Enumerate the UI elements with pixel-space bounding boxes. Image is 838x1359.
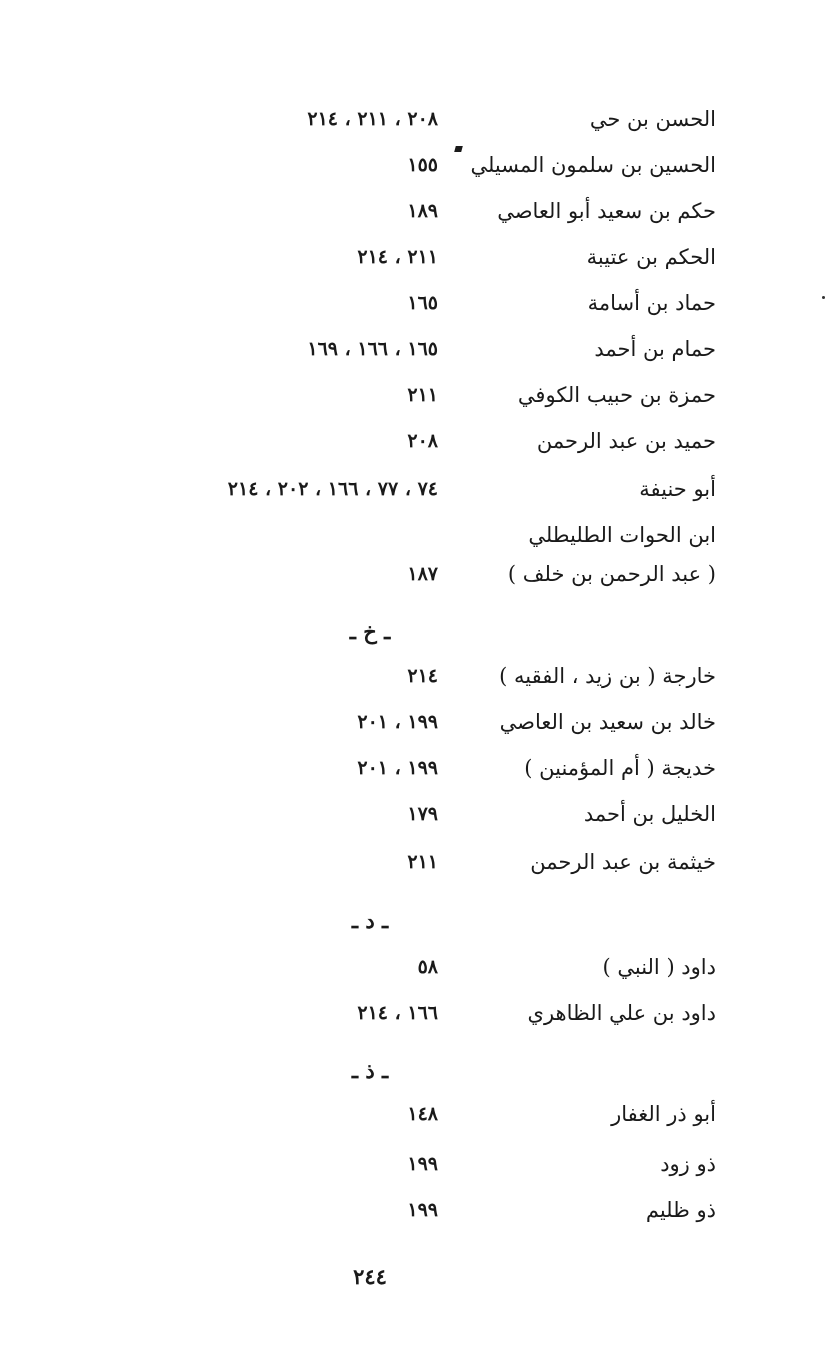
entry-name: ابن الحوات الطليطلي bbox=[528, 523, 716, 547]
entry-pages: ٥٨ bbox=[417, 956, 438, 978]
entry-pages: ٢١١ bbox=[407, 384, 438, 406]
entry-pages: ٢١١ ، ٢١٤ bbox=[357, 246, 438, 268]
entry-pages: ٢٠٨ bbox=[407, 430, 438, 452]
index-entry bbox=[0, 472, 838, 512]
entry-pages: ١٦٥ bbox=[407, 292, 438, 314]
index-entry bbox=[0, 659, 838, 699]
index-entry bbox=[0, 797, 838, 837]
entry-name: خارجة ( بن زيد ، الفقيه ) bbox=[499, 664, 716, 688]
entry-name: حكم بن سعيد أبو العاصي bbox=[497, 199, 716, 223]
index-entry bbox=[0, 286, 838, 326]
index-entry bbox=[0, 557, 838, 597]
entry-pages: ٢٠٨ ، ٢١١ ، ٢١٤ bbox=[307, 108, 438, 130]
entry-name: الحسين بن سلمون المسيلي bbox=[470, 153, 716, 177]
index-entry bbox=[0, 1193, 838, 1233]
index-entry bbox=[0, 332, 838, 372]
index-entry bbox=[0, 240, 838, 280]
entry-pages: ٢١٤ bbox=[407, 665, 438, 687]
index-entry bbox=[0, 1097, 838, 1137]
entry-name: خالد بن سعيد بن العاصي bbox=[499, 710, 716, 734]
entry-pages: ١٩٩ bbox=[407, 1153, 438, 1175]
section-heading-dal: ـ د ـ bbox=[351, 908, 389, 933]
entry-pages: ١٦٦ ، ٢١٤ bbox=[357, 1002, 438, 1024]
entry-pages: ١٥٥ bbox=[407, 154, 438, 176]
entry-pages: ١٤٨ bbox=[407, 1103, 438, 1125]
index-entry bbox=[0, 1147, 838, 1187]
entry-pages: ١٩٩ ، ٢٠١ bbox=[357, 757, 438, 779]
entry-name: ذو زود bbox=[660, 1152, 716, 1176]
entry-name: ذو ظليم bbox=[645, 1198, 716, 1222]
section-heading-dhal: ـ ذ ـ bbox=[351, 1058, 389, 1083]
index-entry bbox=[0, 845, 838, 885]
entry-name: حماد بن أسامة bbox=[587, 291, 716, 315]
entry-pages: ١٨٧ bbox=[407, 563, 438, 585]
index-entry bbox=[0, 102, 838, 142]
entry-name: خيثمة بن عبد الرحمن bbox=[530, 850, 716, 874]
entry-pages: ٧٤ ، ٧٧ ، ١٦٦ ، ٢٠٢ ، ٢١٤ bbox=[227, 478, 438, 500]
entry-name: حميد بن عبد الرحمن bbox=[536, 429, 716, 453]
entry-pages: ١٦٥ ، ١٦٦ ، ١٦٩ bbox=[307, 338, 438, 360]
entry-name: داود ( النبي ) bbox=[602, 955, 716, 979]
entry-name: خديجة ( أم المؤمنين ) bbox=[524, 756, 716, 780]
entry-name: ( عبد الرحمن بن خلف ) bbox=[507, 562, 716, 586]
entry-name: أبو ذر الغفار bbox=[611, 1102, 716, 1126]
entry-name: الخليل بن أحمد bbox=[583, 802, 716, 826]
entry-pages: ١٧٩ bbox=[407, 803, 438, 825]
entry-name: حمزة بن حبيب الكوفي bbox=[517, 383, 716, 407]
section-heading-kha: ـ خ ـ bbox=[349, 619, 391, 644]
entry-name: أبو حنيفة bbox=[639, 477, 716, 501]
entry-pages: ١٨٩ bbox=[407, 200, 438, 222]
index-entry bbox=[0, 194, 838, 234]
index-entry bbox=[0, 751, 838, 791]
entry-pages: ٢١١ bbox=[407, 851, 438, 873]
index-entry bbox=[0, 996, 838, 1036]
index-entry bbox=[0, 424, 838, 464]
index-entry bbox=[0, 518, 838, 558]
index-entry bbox=[0, 378, 838, 418]
entry-name: حمام بن أحمد bbox=[594, 337, 716, 361]
paper-speck bbox=[822, 296, 825, 299]
index-entry bbox=[0, 950, 838, 990]
entry-pages: ١٩٩ ، ٢٠١ bbox=[357, 711, 438, 733]
page-number: ٢٤٤ bbox=[353, 1264, 387, 1289]
index-entry bbox=[0, 705, 838, 745]
index-entry bbox=[0, 148, 838, 188]
entry-pages: ١٩٩ bbox=[407, 1199, 438, 1221]
entry-name: داود بن علي الظاهري bbox=[527, 1001, 716, 1025]
entry-name: الحسن بن حي bbox=[589, 107, 716, 131]
entry-name: الحكم بن عتيبة bbox=[586, 245, 716, 269]
